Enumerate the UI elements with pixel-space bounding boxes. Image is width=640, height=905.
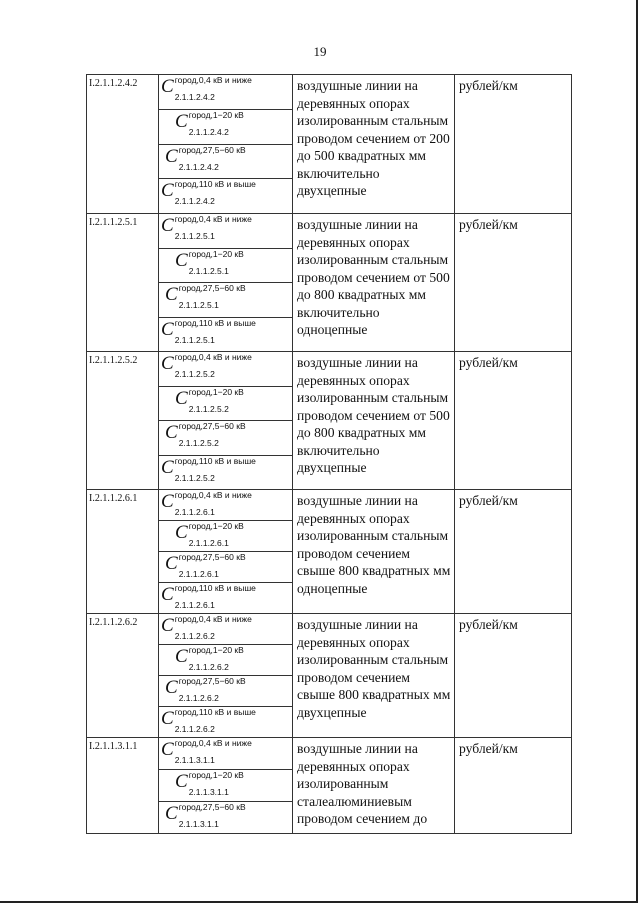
rate-formula: [161, 77, 252, 102]
formula-superscript: город,0,4 кВ и ниже: [174, 352, 252, 362]
formula-subscript: 2.1.1.2.6.1: [174, 507, 215, 517]
table-row: [86, 214, 572, 352]
formula-subscript: 2.1.1.2.5.2: [188, 403, 229, 414]
rate-formula: [161, 709, 256, 734]
rate-formula: [161, 740, 252, 765]
formula-subcell: [159, 318, 292, 352]
formula-symbol: C: [165, 677, 178, 698]
rate-formula: [175, 647, 244, 672]
formula-subscript: 2.1.1.2.6.2: [174, 724, 215, 734]
formula-cell: [159, 738, 293, 833]
formula-subcell: [159, 521, 292, 552]
table-row: [86, 352, 572, 490]
rate-formula: [165, 144, 246, 172]
formula-subscript: 2.1.1.2.5.1: [174, 231, 215, 241]
page-number: 19: [313, 44, 327, 59]
row-description: воздушные линии на деревянных опорах изолированным стальным проводом сечением от 200 до 500 квадратных мм включительно двухцепные: [293, 75, 455, 213]
table-row: [86, 614, 572, 738]
formula-superscript: город,1−20 кВ: [188, 645, 244, 655]
formula-subscript: 2.1.1.2.5.2: [174, 472, 215, 483]
formula-superscript: город,110 кВ и выше: [174, 583, 256, 593]
formula-superscript: город,1−20 кВ: [188, 770, 244, 780]
formula-symbol: C: [165, 422, 178, 443]
formula-subscript: 2.1.1.3.1.1: [188, 787, 229, 797]
formula-superscript: город,27,5−60 кВ: [178, 676, 246, 686]
formula-symbol: C: [175, 646, 188, 667]
formula-subcell: [159, 552, 292, 583]
formula-subcell: [159, 676, 292, 707]
formula-cell: [159, 352, 293, 489]
formula-superscript: город,110 кВ и выше: [174, 317, 256, 328]
rate-formula: [165, 678, 246, 703]
formula-subcell: [159, 614, 292, 645]
formula-subcell: [159, 145, 292, 180]
row-unit: рублей/км: [459, 355, 518, 370]
formula-subscript: 2.1.1.2.4.2: [174, 92, 215, 102]
formula-subscript: 2.1.1.2.6.2: [178, 693, 219, 703]
formula-subscript: 2.1.1.3.1.1: [178, 819, 219, 829]
formula-subcell: [159, 352, 292, 387]
formula-superscript: город,27,5−60 кВ: [178, 144, 246, 155]
formula-subscript: 2.1.1.2.6.1: [178, 569, 219, 579]
formula-subscript: 2.1.1.2.5.1: [174, 334, 215, 345]
table-row: [86, 490, 572, 614]
formula-subcell: [159, 490, 292, 521]
row-code: I.2.1.1.3.1.1: [87, 738, 159, 833]
formula-subcell: [159, 249, 292, 284]
formula-superscript: город,27,5−60 кВ: [178, 421, 246, 431]
formula-subcell: [159, 456, 292, 490]
formula-subcell: [159, 110, 292, 145]
formula-subscript: 2.1.1.2.5.1: [188, 265, 229, 276]
formula-symbol: C: [165, 145, 178, 167]
rate-formula: [175, 772, 244, 797]
formula-superscript: город,0,4 кВ и ниже: [174, 75, 252, 85]
formula-subscript: 2.1.1.2.6.2: [188, 662, 229, 672]
row-unit: рублей/км: [459, 741, 518, 756]
formula-symbol: C: [175, 387, 188, 409]
rate-formula: [161, 181, 256, 206]
formula-superscript: город,110 кВ и выше: [174, 707, 256, 717]
formula-subscript: 2.1.1.2.6.2: [174, 631, 215, 641]
rate-formula: [161, 216, 252, 241]
formula-symbol: C: [175, 771, 188, 792]
formula-subcell: [159, 179, 292, 213]
formula-superscript: город,1−20 кВ: [188, 248, 244, 259]
row-unit: рублей/км: [459, 78, 518, 93]
rate-formula: [161, 455, 256, 483]
rate-formula: [175, 523, 244, 548]
row-code: I.2.1.1.2.4.2: [87, 75, 159, 213]
formula-superscript: город,27,5−60 кВ: [178, 283, 246, 293]
row-code: I.2.1.1.2.5.2: [87, 352, 159, 489]
rate-formula: [165, 554, 246, 579]
formula-subcell: [159, 421, 292, 456]
formula-subcell: [159, 738, 292, 770]
formula-subcell: [159, 283, 292, 318]
formula-superscript: город,0,4 кВ и ниже: [174, 738, 252, 748]
formula-superscript: город,27,5−60 кВ: [178, 552, 246, 562]
row-unit: рублей/км: [459, 493, 518, 508]
rate-formula: [165, 285, 246, 310]
formula-symbol: C: [165, 553, 178, 574]
formula-symbol: C: [161, 318, 174, 340]
rate-formula: [175, 386, 244, 414]
row-unit: рублей/км: [459, 217, 518, 232]
formula-subcell: [159, 645, 292, 676]
formula-symbol: C: [175, 249, 188, 271]
formula-symbol: C: [165, 284, 178, 305]
row-description: воздушные линии на деревянных опорах изолированным стальным проводом сечением от 500 до 800 квадратных мм включительно одноцепные: [293, 214, 455, 351]
formula-symbol: C: [161, 180, 174, 202]
row-code: I.2.1.1.2.6.2: [87, 614, 159, 737]
formula-symbol: C: [161, 739, 174, 760]
formula-superscript: город,1−20 кВ: [188, 109, 244, 120]
formula-cell: [159, 214, 293, 351]
formula-symbol: C: [161, 584, 174, 605]
formula-subcell: [159, 387, 292, 422]
formula-cell: [159, 490, 293, 613]
formula-subscript: 2.1.1.2.4.2: [174, 196, 215, 207]
formula-cell: [159, 75, 293, 213]
formula-superscript: город,27,5−60 кВ: [178, 802, 246, 812]
row-code: I.2.1.1.2.5.1: [87, 214, 159, 351]
formula-subcell: [159, 802, 292, 833]
formula-symbol: C: [161, 491, 174, 512]
formula-subscript: 2.1.1.2.5.1: [178, 300, 219, 310]
formula-subcell: [159, 770, 292, 802]
row-description: воздушные линии на деревянных опорах изолированным стальным проводом сечением от 500 до 800 квадратных мм включительно двухцепные: [293, 352, 455, 489]
rate-formula: [165, 423, 246, 448]
formula-subscript: 2.1.1.2.5.2: [174, 369, 215, 379]
formula-subscript: 2.1.1.2.5.2: [178, 438, 219, 448]
row-description: воздушные линии на деревянных опорах изолированным стальным проводом сечением свыше 800 квадратных мм двухцепные: [293, 614, 455, 737]
rate-formula: [161, 585, 256, 610]
formula-symbol: C: [165, 803, 178, 824]
rate-formula: [175, 109, 244, 137]
formula-symbol: C: [175, 110, 188, 132]
formula-superscript: город,1−20 кВ: [188, 386, 244, 397]
rate-formula: [161, 492, 252, 517]
rate-formula: [165, 804, 246, 829]
formula-cell: [159, 614, 293, 737]
row-unit: рублей/км: [459, 617, 518, 632]
formula-symbol: C: [161, 708, 174, 729]
formula-subscript: 2.1.1.2.4.2: [188, 126, 229, 137]
formula-symbol: C: [161, 76, 174, 97]
formula-symbol: C: [161, 215, 174, 236]
row-description: воздушные линии на деревянных опорах изолированным сталеалюминиевым проводом сечением до: [293, 738, 455, 833]
formula-superscript: город,1−20 кВ: [188, 521, 244, 531]
formula-subscript: 2.1.1.2.4.2: [178, 161, 219, 172]
formula-symbol: C: [161, 353, 174, 374]
formula-subcell: [159, 583, 292, 613]
row-description: воздушные линии на деревянных опорах изолированным стальным проводом сечением свыше 800 квадратных мм одноцепные: [293, 490, 455, 613]
formula-symbol: C: [161, 615, 174, 636]
formula-superscript: город,0,4 кВ и ниже: [174, 614, 252, 624]
formula-subscript: 2.1.1.2.6.1: [174, 600, 215, 610]
formula-subcell: [159, 707, 292, 737]
formula-symbol: C: [161, 456, 174, 478]
formula-superscript: город,0,4 кВ и ниже: [174, 214, 252, 224]
row-code: I.2.1.1.2.6.1: [87, 490, 159, 613]
table-row: [86, 75, 572, 214]
formula-symbol: C: [175, 522, 188, 543]
formula-subcell: [159, 214, 292, 249]
formula-superscript: город,110 кВ и выше: [174, 179, 256, 190]
table-row: [86, 738, 572, 834]
rate-formula: [161, 616, 252, 641]
formula-superscript: город,110 кВ и выше: [174, 455, 256, 466]
formula-subscript: 2.1.1.2.6.1: [188, 538, 229, 548]
rate-formula: [161, 354, 252, 379]
formula-subcell: [159, 75, 292, 110]
tariff-table: [86, 74, 572, 834]
rate-formula: [175, 248, 244, 276]
rate-formula: [161, 317, 256, 345]
formula-subscript: 2.1.1.3.1.1: [174, 755, 215, 765]
formula-superscript: город,0,4 кВ и ниже: [174, 490, 252, 500]
